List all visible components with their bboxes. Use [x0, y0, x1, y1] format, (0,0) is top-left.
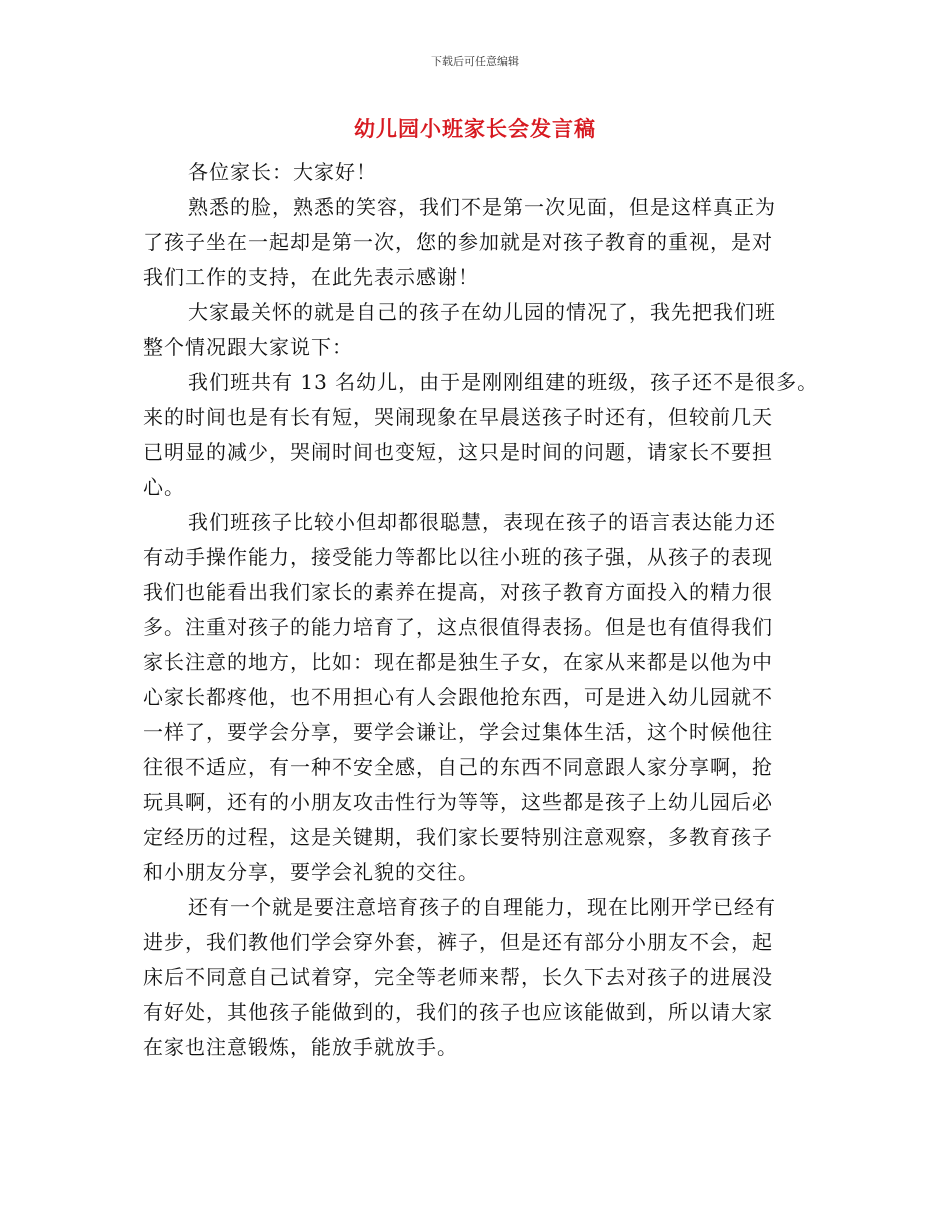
paragraph-line: 有动手操作能力，接受能力等都比以往小班的孩子强，从孩子的表现: [143, 545, 773, 569]
paragraph-line: 往很不适应，有一种不安全感，自己的东西不同意跟人家分享啊，抢: [143, 755, 773, 779]
paragraph-line: 一样了，要学会分享，要学会谦让，学会过集体生活，这个时候他往: [143, 720, 773, 744]
paragraph-line: 我们班共有 13 名幼儿，由于是刚刚组建的班级，孩子还不是很多。: [188, 370, 819, 394]
header-note: 下载后可任意编辑: [431, 55, 519, 68]
document-body: [143, 155, 823, 1065]
paragraph-line: 整个情况跟大家说下：: [143, 335, 353, 359]
paragraph-line: 心。: [143, 475, 185, 499]
paragraph-line: 了孩子坐在一起却是第一次，您的参加就是对孩子教育的重视，是对: [143, 230, 773, 254]
paragraph-line: 在家也注意锻炼，能放手就放手。: [143, 1035, 458, 1059]
paragraph-line: 大家最关怀的就是自己的孩子在幼儿园的情况了，我先把我们班: [188, 300, 776, 324]
paragraph-line: 多。注重对孩子的能力培育了，这点很值得表扬。但是也有值得我们: [143, 615, 773, 639]
paragraph: [143, 365, 823, 505]
paragraph-line: 已明显的减少，哭闹时间也变短，这只是时间的问题，请家长不要担: [143, 440, 773, 464]
paragraph-line: 进步，我们教他们学会穿外套，裤子，但是还有部分小朋友不会，起: [143, 930, 773, 954]
paragraph-line: 我们工作的支持，在此先表示感谢！: [143, 265, 479, 289]
paragraph-line: 和小朋友分享，要学会礼貌的交往。: [143, 860, 479, 884]
paragraph-line: 来的时间也是有长有短，哭闹现象在早晨送孩子时还有，但较前几天: [143, 405, 773, 429]
paragraph: [143, 505, 823, 890]
paragraph-line: 我们班孩子比较小但却都很聪慧，表现在孩子的语言表达能力还: [188, 510, 776, 534]
paragraph-line: 定经历的过程，这是关键期，我们家长要特别注意观察，多教育孩子: [143, 825, 773, 849]
document-title: 幼儿园小班家长会发言稿: [354, 117, 596, 141]
paragraph-line: 还有一个就是要注意培育孩子的自理能力，现在比刚开学已经有: [188, 895, 776, 919]
paragraph-line: 各位家长：大家好！: [188, 160, 377, 184]
paragraph-line: 我们也能看出我们家长的素养在提高，对孩子教育方面投入的精力很: [143, 580, 773, 604]
paragraph-line: 熟悉的脸，熟悉的笑容，我们不是第一次见面，但是这样真正为: [188, 195, 776, 219]
paragraph-line: 玩具啊，还有的小朋友攻击性行为等等，这些都是孩子上幼儿园后必: [143, 790, 773, 814]
paragraph-line: 有好处，其他孩子能做到的，我们的孩子也应该能做到，所以请大家: [143, 1000, 773, 1024]
paragraph-line: 家长注意的地方，比如：现在都是独生子女，在家从来都是以他为中: [143, 650, 773, 674]
paragraph: [143, 190, 823, 295]
paragraph: [143, 155, 823, 190]
paragraph: [143, 890, 823, 1065]
paragraph: [143, 295, 823, 365]
paragraph-line: 心家长都疼他，也不用担心有人会跟他抢东西，可是进入幼儿园就不: [143, 685, 773, 709]
paragraph-line: 床后不同意自己试着穿，完全等老师来帮，长久下去对孩子的进展没: [143, 965, 773, 989]
